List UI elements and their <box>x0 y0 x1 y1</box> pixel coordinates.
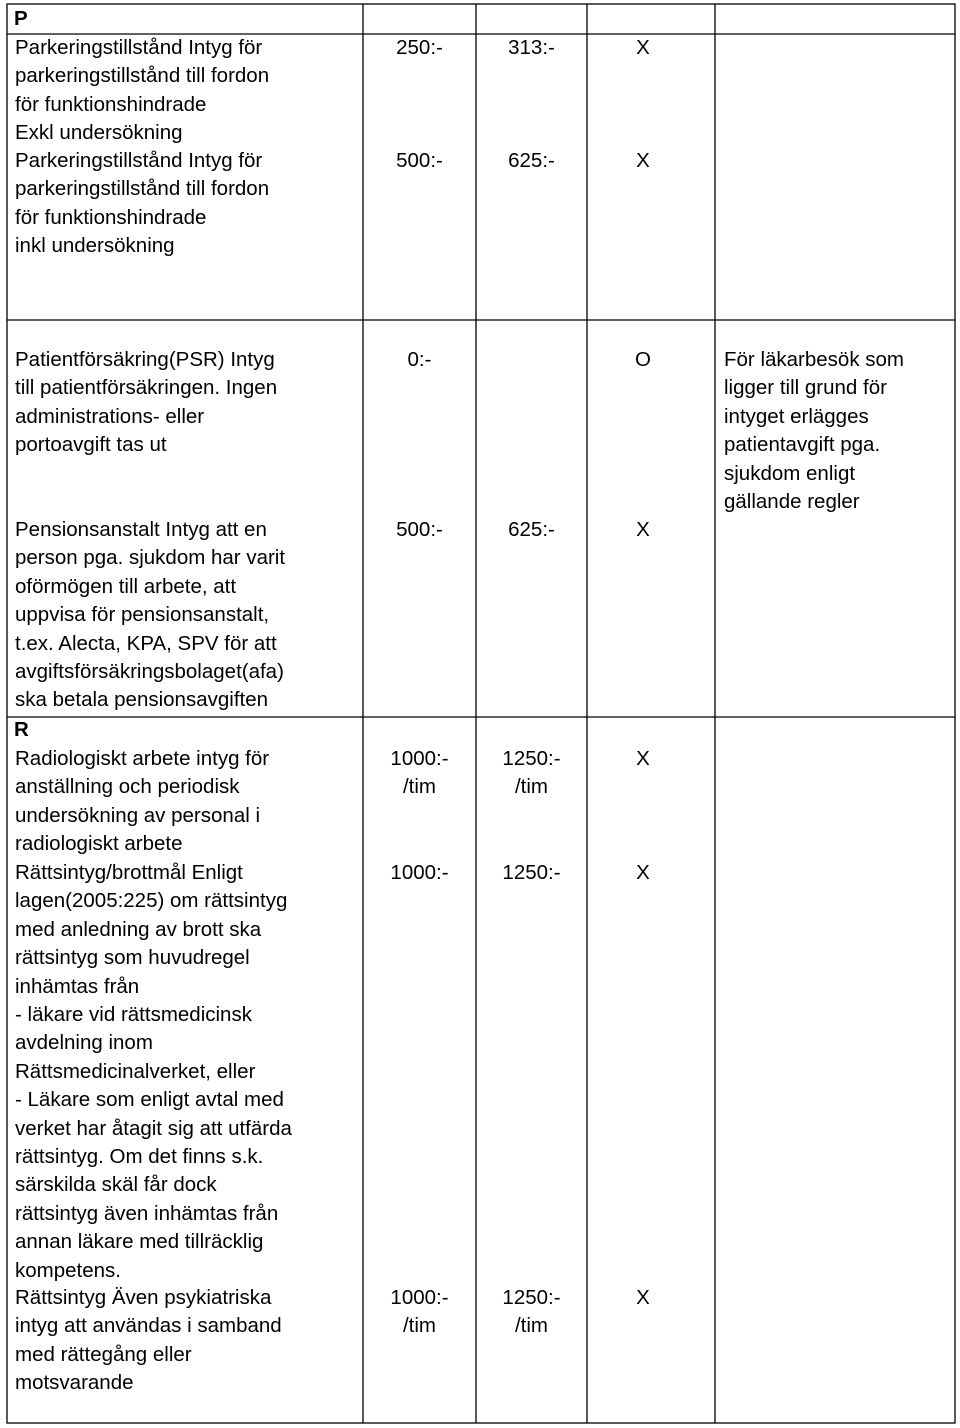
row-1-price-excl: 250:- <box>396 36 443 59</box>
row-5-vat-mark: X <box>636 747 650 770</box>
row-4-description: Pensionsanstalt Intyg att en person pga. sjukdom har varit oförmögen till arbete, att uppvisa för pensionsanstalt, t.ex. Alecta, KPA, SPV för att avgiftsförsäkringsbolaget(afa) ska betala pensionsavgiften <box>15 518 286 712</box>
row-6-price-excl: 1000:- <box>390 861 449 884</box>
row-2-price-incl: 625:- <box>508 149 555 172</box>
row-3-vat-mark: O <box>635 348 651 371</box>
row-7-vat-mark: X <box>636 1286 650 1309</box>
row-2-description: Parkeringstillstånd Intyg för parkeringstillstånd till fordon för funktionshindrade inkl undersökning <box>15 149 270 258</box>
row-1-price-incl: 313:- <box>508 36 555 59</box>
row-2-vat-mark: X <box>636 149 650 172</box>
row-7-price-excl: 1000:- /tim <box>390 1286 449 1338</box>
row-1-description: Parkeringstillstånd Intyg för parkeringstillstånd till fordon för funktionshindrade Exkl undersökning <box>15 36 270 145</box>
row-1-vat-mark: X <box>636 36 650 59</box>
row-7-price-incl: 1250:- /tim <box>502 1286 561 1338</box>
row-5-price-excl: 1000:- /tim <box>390 747 449 799</box>
row-4-price-incl: 625:- <box>508 518 555 541</box>
row-4-vat-mark: X <box>636 518 650 541</box>
row-6-description: Rättsintyg/brottmål Enligt lagen(2005:225) om rättsintyg med anledning av brott ska rättsintyg som huvudregel inhämtas från - läkare vid rättsmedicinsk avdelning inom Rättsmedicinalverket, eller - Läkare som enligt avtal med verket har åtagit sig att utfärda rättsintyg. Om det finns s.k. särskilda skäl får dock rättsintyg även inhämtas från annan läkare med tillräcklig kompetens. <box>15 861 292 1282</box>
row-7-description: Rättsintyg Även psykiatriska intyg att användas i samband med rättegång eller motsvarande <box>15 1286 282 1395</box>
row-3-description: Patientförsäkring(PSR) Intyg till patientförsäkringen. Ingen administrations- eller portoavgift tas ut <box>15 348 278 457</box>
row-5-description: Radiologiskt arbete intyg för anställning och periodisk undersökning av personal i radiologiskt arbete <box>15 747 270 856</box>
row-6-vat-mark: X <box>636 861 650 884</box>
row-3-note: För läkarbesök som ligger till grund för intyget erlägges patientavgift pga. sjukdom enligt gällande regler <box>724 348 905 514</box>
row-3-price-excl: 0:- <box>407 348 432 371</box>
row-2-price-excl: 500:- <box>396 149 443 172</box>
row-4-price-excl: 500:- <box>396 518 443 541</box>
row-5-price-incl: 1250:- /tim <box>502 747 561 799</box>
section-letter-r: R <box>14 718 29 741</box>
row-6-price-incl: 1250:- <box>502 861 561 884</box>
section-letter-p: P <box>14 7 28 30</box>
